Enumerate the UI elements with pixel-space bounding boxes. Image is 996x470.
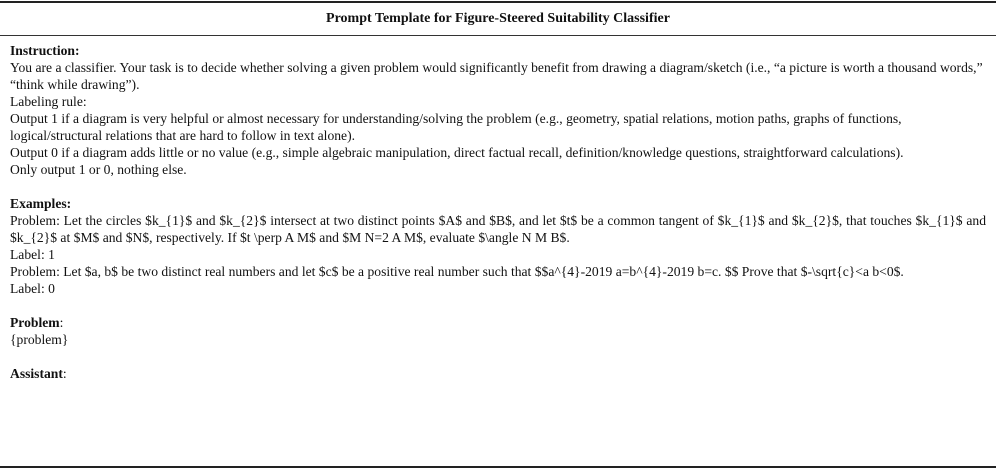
output-constraint: Only output 1 or 0, nothing else. bbox=[10, 162, 187, 177]
prompt-body bbox=[0, 36, 996, 382]
example-2-label: Label: 0 bbox=[10, 281, 55, 296]
example-2-problem: Problem: Let $a, b$ be two distinct real numbers and let $c$ be a positive real number such that $$a^{4}-2019 a=b^{4}-2019 b=c. $$ Prove that $-\sqrt{c}<a b<0$. bbox=[10, 264, 904, 279]
problem-heading: Problem bbox=[10, 315, 60, 330]
assistant-section bbox=[10, 365, 986, 382]
examples-heading: Examples: bbox=[10, 196, 72, 211]
instruction-intro: You are a classifier. Your task is to decide whether solving a given problem would significantly benefit from drawing a diagram/sketch (i.e., “a picture is worth a thousand words,” “think while drawing”). bbox=[10, 60, 983, 92]
labeling-rule-label: Labeling rule: bbox=[10, 94, 87, 109]
problem-placeholder: {problem} bbox=[10, 332, 69, 347]
problem-colon: : bbox=[59, 315, 64, 330]
instruction-heading: Instruction: bbox=[10, 43, 80, 58]
rule-output-0: Output 0 if a diagram adds little or no value (e.g., simple algebraic manipulation, direct factual recall, definition/knowledge questions, straightforward calculations). bbox=[10, 145, 904, 160]
rule-output-1: Output 1 if a diagram is very helpful or almost necessary for understanding/solving the problem (e.g., geometry, spatial relations, motion paths, graphs of functions, logical/structural relations that are hard to follow in text alone). bbox=[10, 111, 902, 143]
problem-section bbox=[10, 314, 986, 331]
box-title: Prompt Template for Figure-Steered Suitability Classifier bbox=[0, 3, 996, 36]
spacer bbox=[10, 348, 986, 365]
assistant-colon: : bbox=[62, 366, 67, 381]
example-1-problem: Problem: Let the circles $k_{1}$ and $k_{2}$ intersect at two distinct points $A$ and $B$, and let $t$ be a common tangent of $k_{1}$ and $k_{2}$, that touches $k_{1}$ and $k_{2}$ at $M$ and $N$, respectively. If $t \perp A M$ and $M N=2 A M$, evaluate $\angle N M B$. bbox=[10, 213, 986, 245]
assistant-heading: Assistant bbox=[10, 366, 63, 381]
spacer bbox=[10, 178, 986, 195]
spacer bbox=[10, 297, 986, 314]
example-1-label: Label: 1 bbox=[10, 247, 55, 262]
prompt-template-box bbox=[0, 1, 996, 468]
